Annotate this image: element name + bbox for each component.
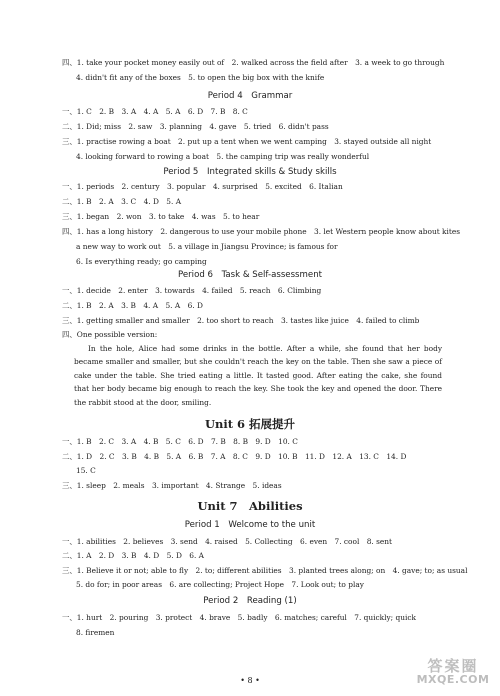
answer-line: 三、1. getting smaller and smaller 2. too short to reach 3. tastes like juice 4. failed to climb	[62, 316, 420, 325]
answer-line: 二、1. B 2. A 3. B 4. A 5. A 6. D	[62, 301, 203, 310]
answer-line: 4. looking forward to rowing a boat 5. the camping trip was really wonderful	[76, 152, 370, 161]
watermark-top: 答案圈	[427, 657, 479, 675]
sample-essay: In the hole, Alice had some drinks in the bottle. After a while, she found that her body became smaller and smaller, but she couldn't reach the key on the table. Then she saw a piece of cake under the table. She tried eating a little. It tasted good. After eating the cake, she found that her body became big enough to reach the key. She took the key and opened the door. There the rabbit stood at the door, smiling.	[74, 344, 442, 407]
answer-line: 6. Is everything ready; go camping	[76, 257, 207, 266]
answer-line: 三、1. Believe it or not; able to fly 2. to; different abilities 3. planted trees along; on 4. gave; to; as usual	[62, 566, 468, 575]
answer-line: 二、1. D 2. C 3. B 4. B 5. A 6. B 7. A 8. C 9. D 10. B 11. D 12. A 13. C 14. D	[62, 452, 407, 461]
answer-line: 一、1. abilities 2. believes 3. send 4. raised 5. Collecting 6. even 7. cool 8. sent	[62, 537, 393, 546]
page-number: • 8 •	[240, 676, 260, 685]
answer-line: 三、1. began 2. won 3. to take 4. was 5. to hear	[62, 212, 260, 221]
answer-line: 8. firemen	[76, 628, 115, 637]
answer-line: 一、1. periods 2. century 3. popular 4. surprised 5. excited 6. Italian	[62, 182, 343, 191]
section-heading: Period 6 Task & Self-assessment	[177, 270, 323, 280]
section-heading: Period 2 Reading (1)	[203, 596, 297, 606]
watermark-bottom: MXQE.COM	[416, 673, 490, 686]
answer-line: 一、1. C 2. B 3. A 4. A 5. A 6. D 7. B 8. C	[62, 107, 248, 116]
answer-line: 4. didn't fit any of the boxes 5. to open the big box with the knife	[76, 73, 325, 82]
answer-line: 三、1. sleep 2. meals 3. important 4. Strange 5. ideas	[62, 481, 282, 490]
answer-line: 二、1. B 2. A 3. C 4. D 5. A	[62, 197, 182, 206]
section-heading: Period 5 Integrated skills & Study skills	[163, 167, 337, 177]
watermark-logo	[410, 659, 496, 693]
answer-line: 三、1. practise rowing a boat 2. put up a tent when we went camping 3. stayed outside all night	[62, 137, 432, 146]
unit-heading: Unit 7 Abilities	[197, 499, 303, 513]
answer-line: 四、1. take your pocket money easily out of 2. walked across the field after 3. a week to go through	[62, 58, 445, 67]
section-heading: Period 4 Grammar	[207, 91, 293, 101]
answer-line: 一、1. B 2. C 3. A 4. B 5. C 6. D 7. B 8. B 9. D 10. C	[62, 437, 298, 446]
answer-line: 四、One possible version:	[62, 330, 158, 339]
answer-line: 15. C	[76, 466, 96, 475]
unit-heading: Unit 6 拓展提升	[204, 417, 296, 431]
answer-line: 一、1. decide 2. enter 3. towards 4. failed 5. reach 6. Climbing	[62, 286, 322, 295]
answer-line: 二、1. A 2. D 3. B 4. D 5. D 6. A	[62, 551, 205, 560]
answer-line: 一、1. hurt 2. pouring 3. protect 4. brave 5. badly 6. matches; careful 7. quickly; quick	[62, 613, 416, 622]
section-heading: Period 1 Welcome to the unit	[184, 520, 316, 530]
answer-line: a new way to work out 5. a village in Jiangsu Province; is famous for	[76, 242, 338, 251]
answer-line: 二、1. Did; miss 2. saw 3. planning 4. gave 5. tried 6. didn't pass	[62, 122, 329, 131]
answer-line: 5. do for; in poor areas 6. are collecting; Project Hope 7. Look out; to play	[76, 580, 364, 589]
answer-line: 四、1. has a long history 2. dangerous to use your mobile phone 3. let Western people know about kites	[62, 227, 461, 236]
